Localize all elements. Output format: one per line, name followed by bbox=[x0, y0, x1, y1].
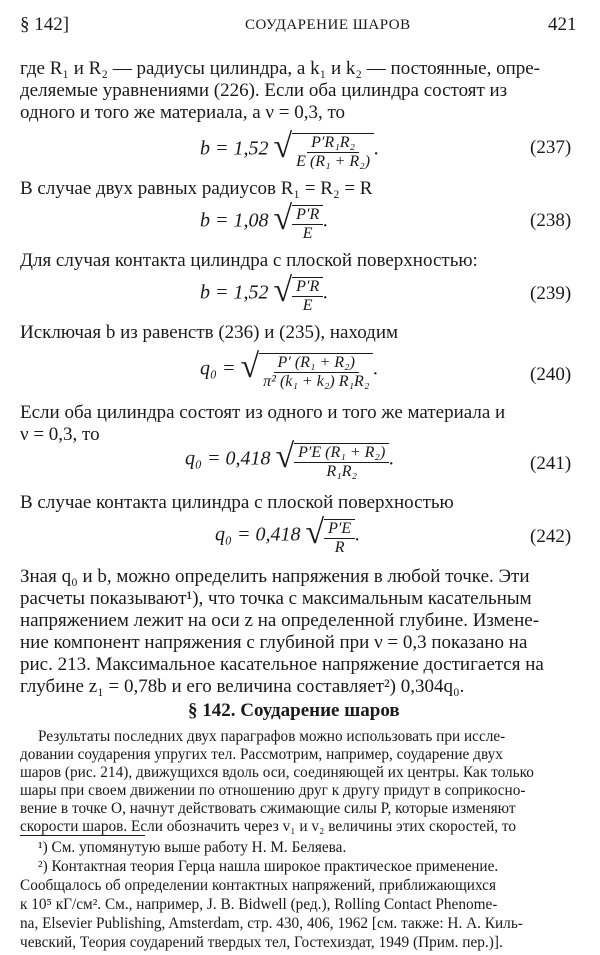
body-line: напряжением лежит на оси z на определенной глубине. Измене- bbox=[20, 610, 540, 631]
equation-lhs: q₀ = 0,418 bbox=[215, 523, 301, 546]
equation-tail: . bbox=[373, 357, 379, 380]
small-text-line: шаров (рис. 214), движущихся вдоль оси, соединяющей их центры. Как только bbox=[20, 764, 534, 781]
footnote-line: ²) Контактная теория Герца нашла широкое практическое применение. bbox=[38, 858, 499, 875]
header-title: СОУДАРЕНИЕ ШАРОВ bbox=[245, 17, 411, 33]
equation-tail: . bbox=[323, 281, 329, 304]
equation-tail: . bbox=[389, 447, 395, 470]
equation-lhs: b = 1,52 bbox=[200, 281, 269, 304]
equation-240 bbox=[200, 348, 378, 391]
small-text-line: довании соударения упругих тел. Рассмотрим, например, соударение двух bbox=[20, 746, 503, 763]
equation-241 bbox=[185, 438, 394, 481]
equation-number: (238) bbox=[530, 210, 572, 231]
body-line: Для случая контакта цилиндра с плоской поверхностью: bbox=[20, 250, 478, 271]
equation-number: (242) bbox=[530, 526, 572, 547]
footnote-line: ¹) См. упомянутую выше работу Н. М. Беляева. bbox=[38, 839, 347, 856]
radical: √ $\frac{P'E}{R}$ bbox=[305, 514, 355, 557]
radical: √ $\frac{P'R}{E}$ bbox=[274, 200, 324, 243]
body-line: ние компонент напряжения с глубиной при ν = 0,3 показано на bbox=[20, 632, 528, 653]
denominator: π² (k₁ + k₂) R₁R₂ bbox=[263, 373, 370, 391]
body-line: В случае двух равных радиусов R₁ = R₂ = R bbox=[20, 178, 373, 199]
equation-tail: . bbox=[374, 137, 380, 160]
header-section-ref: § 142] bbox=[20, 14, 70, 35]
body-line: ν = 0,3, то bbox=[20, 424, 100, 445]
section-title: § 142. Соударение шаров bbox=[188, 700, 400, 721]
body-line: глубине z₁ = 0,78b и его величина составляет²) 0,304q₀. bbox=[20, 676, 465, 697]
numerator: P′R bbox=[292, 278, 323, 297]
body-line: Зная q₀ и b, можно определить напряжения в любой точке. Эти bbox=[20, 566, 530, 587]
numerator: P′E (R₁ + R₂) bbox=[294, 444, 389, 463]
body-line: где R₁ и R₂ — радиусы цилиндра, а k₁ и k₂ — постоянные, опре- bbox=[20, 58, 540, 79]
radical: √ $\frac{P'R}{E}$ bbox=[274, 272, 324, 315]
denominator: E (R₁ + R₂) bbox=[296, 153, 371, 171]
equation-tail: . bbox=[355, 523, 361, 546]
body-line: расчеты показывают¹), что точка с максимальным касательным bbox=[20, 588, 532, 609]
numerator: P′ (R₁ + R₂) bbox=[274, 354, 359, 373]
small-text-line: скорости шаров. Если обозначить через v₁ и v₂ величины этих скоростей, то bbox=[20, 818, 517, 835]
equation-number: (240) bbox=[530, 364, 572, 385]
equation-238 bbox=[200, 200, 328, 243]
denominator: E bbox=[302, 297, 313, 315]
small-text-line: вение в точке O, начнут действовать сжимающие силы P, которые изменяют bbox=[20, 800, 516, 817]
equation-number: (241) bbox=[530, 453, 572, 474]
body-line: Исключая b из равенств (236) и (235), находим bbox=[20, 322, 399, 343]
equation-number: (239) bbox=[530, 283, 572, 304]
footnote-rule bbox=[20, 835, 145, 836]
small-text-line: шары при своем движении по отношению друг к другу придут в соприкосно- bbox=[20, 782, 526, 799]
equation-number: (237) bbox=[530, 137, 572, 158]
equation-lhs: q₀ = bbox=[200, 357, 236, 380]
equation-lhs: q₀ = 0,418 bbox=[185, 447, 271, 470]
footnote-line: na, Elsevier Publishing, Amsterdam, стр. 430, 406, 1962 [см. также: Н. А. Киль- bbox=[20, 915, 523, 932]
equation-237 bbox=[200, 128, 379, 171]
numerator: P′R₁R₂ bbox=[307, 134, 359, 153]
equation-lhs: b = 1,08 bbox=[200, 209, 269, 232]
footnote-line: к 10⁵ кГ/см². См., например, J. B. Bidwell (ред.), Rolling Contact Phenome- bbox=[20, 896, 498, 913]
equation-tail: . bbox=[323, 209, 329, 232]
radical: √ $\frac{\text{P′E (R₁ + R₂)}}{\text{R₁R₂}}$ bbox=[275, 438, 389, 481]
body-line: деляемые уравнениями (226). Если оба цилиндра состоят из bbox=[20, 80, 508, 101]
equation-lhs: b = 1,52 bbox=[200, 137, 269, 160]
equation-239 bbox=[200, 272, 328, 315]
numerator: P′R bbox=[292, 206, 323, 225]
body-line: В случае контакта цилиндра с плоской поверхностью bbox=[20, 492, 454, 513]
denominator: R₁R₂ bbox=[326, 463, 358, 481]
page-number: 421 bbox=[548, 14, 577, 35]
denominator: E bbox=[302, 225, 313, 243]
equation-242 bbox=[215, 514, 360, 557]
body-line: рис. 213. Максимальное касательное напряжение достигается на bbox=[20, 654, 544, 675]
footnote-line: чевский, Теория соударений твердых тел, Гостехиздат, 1949 (Прим. пер.)]. bbox=[20, 934, 503, 951]
body-line: Если оба цилиндра состоят из одного и того же материала и bbox=[20, 402, 506, 423]
denominator: R bbox=[334, 539, 345, 557]
radical: √ $\frac{\text{P′R₁R₂}}{\text{E (R₁ + R₂)}}$ bbox=[274, 128, 375, 171]
radical: √ $\frac{\text{P′ (R₁ + R₂)}}{\text{π² (k₁ + k₂) R₁R₂}}$ bbox=[240, 348, 373, 391]
numerator: P′E bbox=[324, 520, 355, 539]
body-line: одного и того же материала, а ν = 0,3, то bbox=[20, 102, 346, 123]
small-text-line: Результаты последних двух параграфов можно использовать при иссле- bbox=[38, 728, 506, 745]
footnote-line: Сообщалось об определении контактных напряжений, приближающихся bbox=[20, 877, 496, 894]
